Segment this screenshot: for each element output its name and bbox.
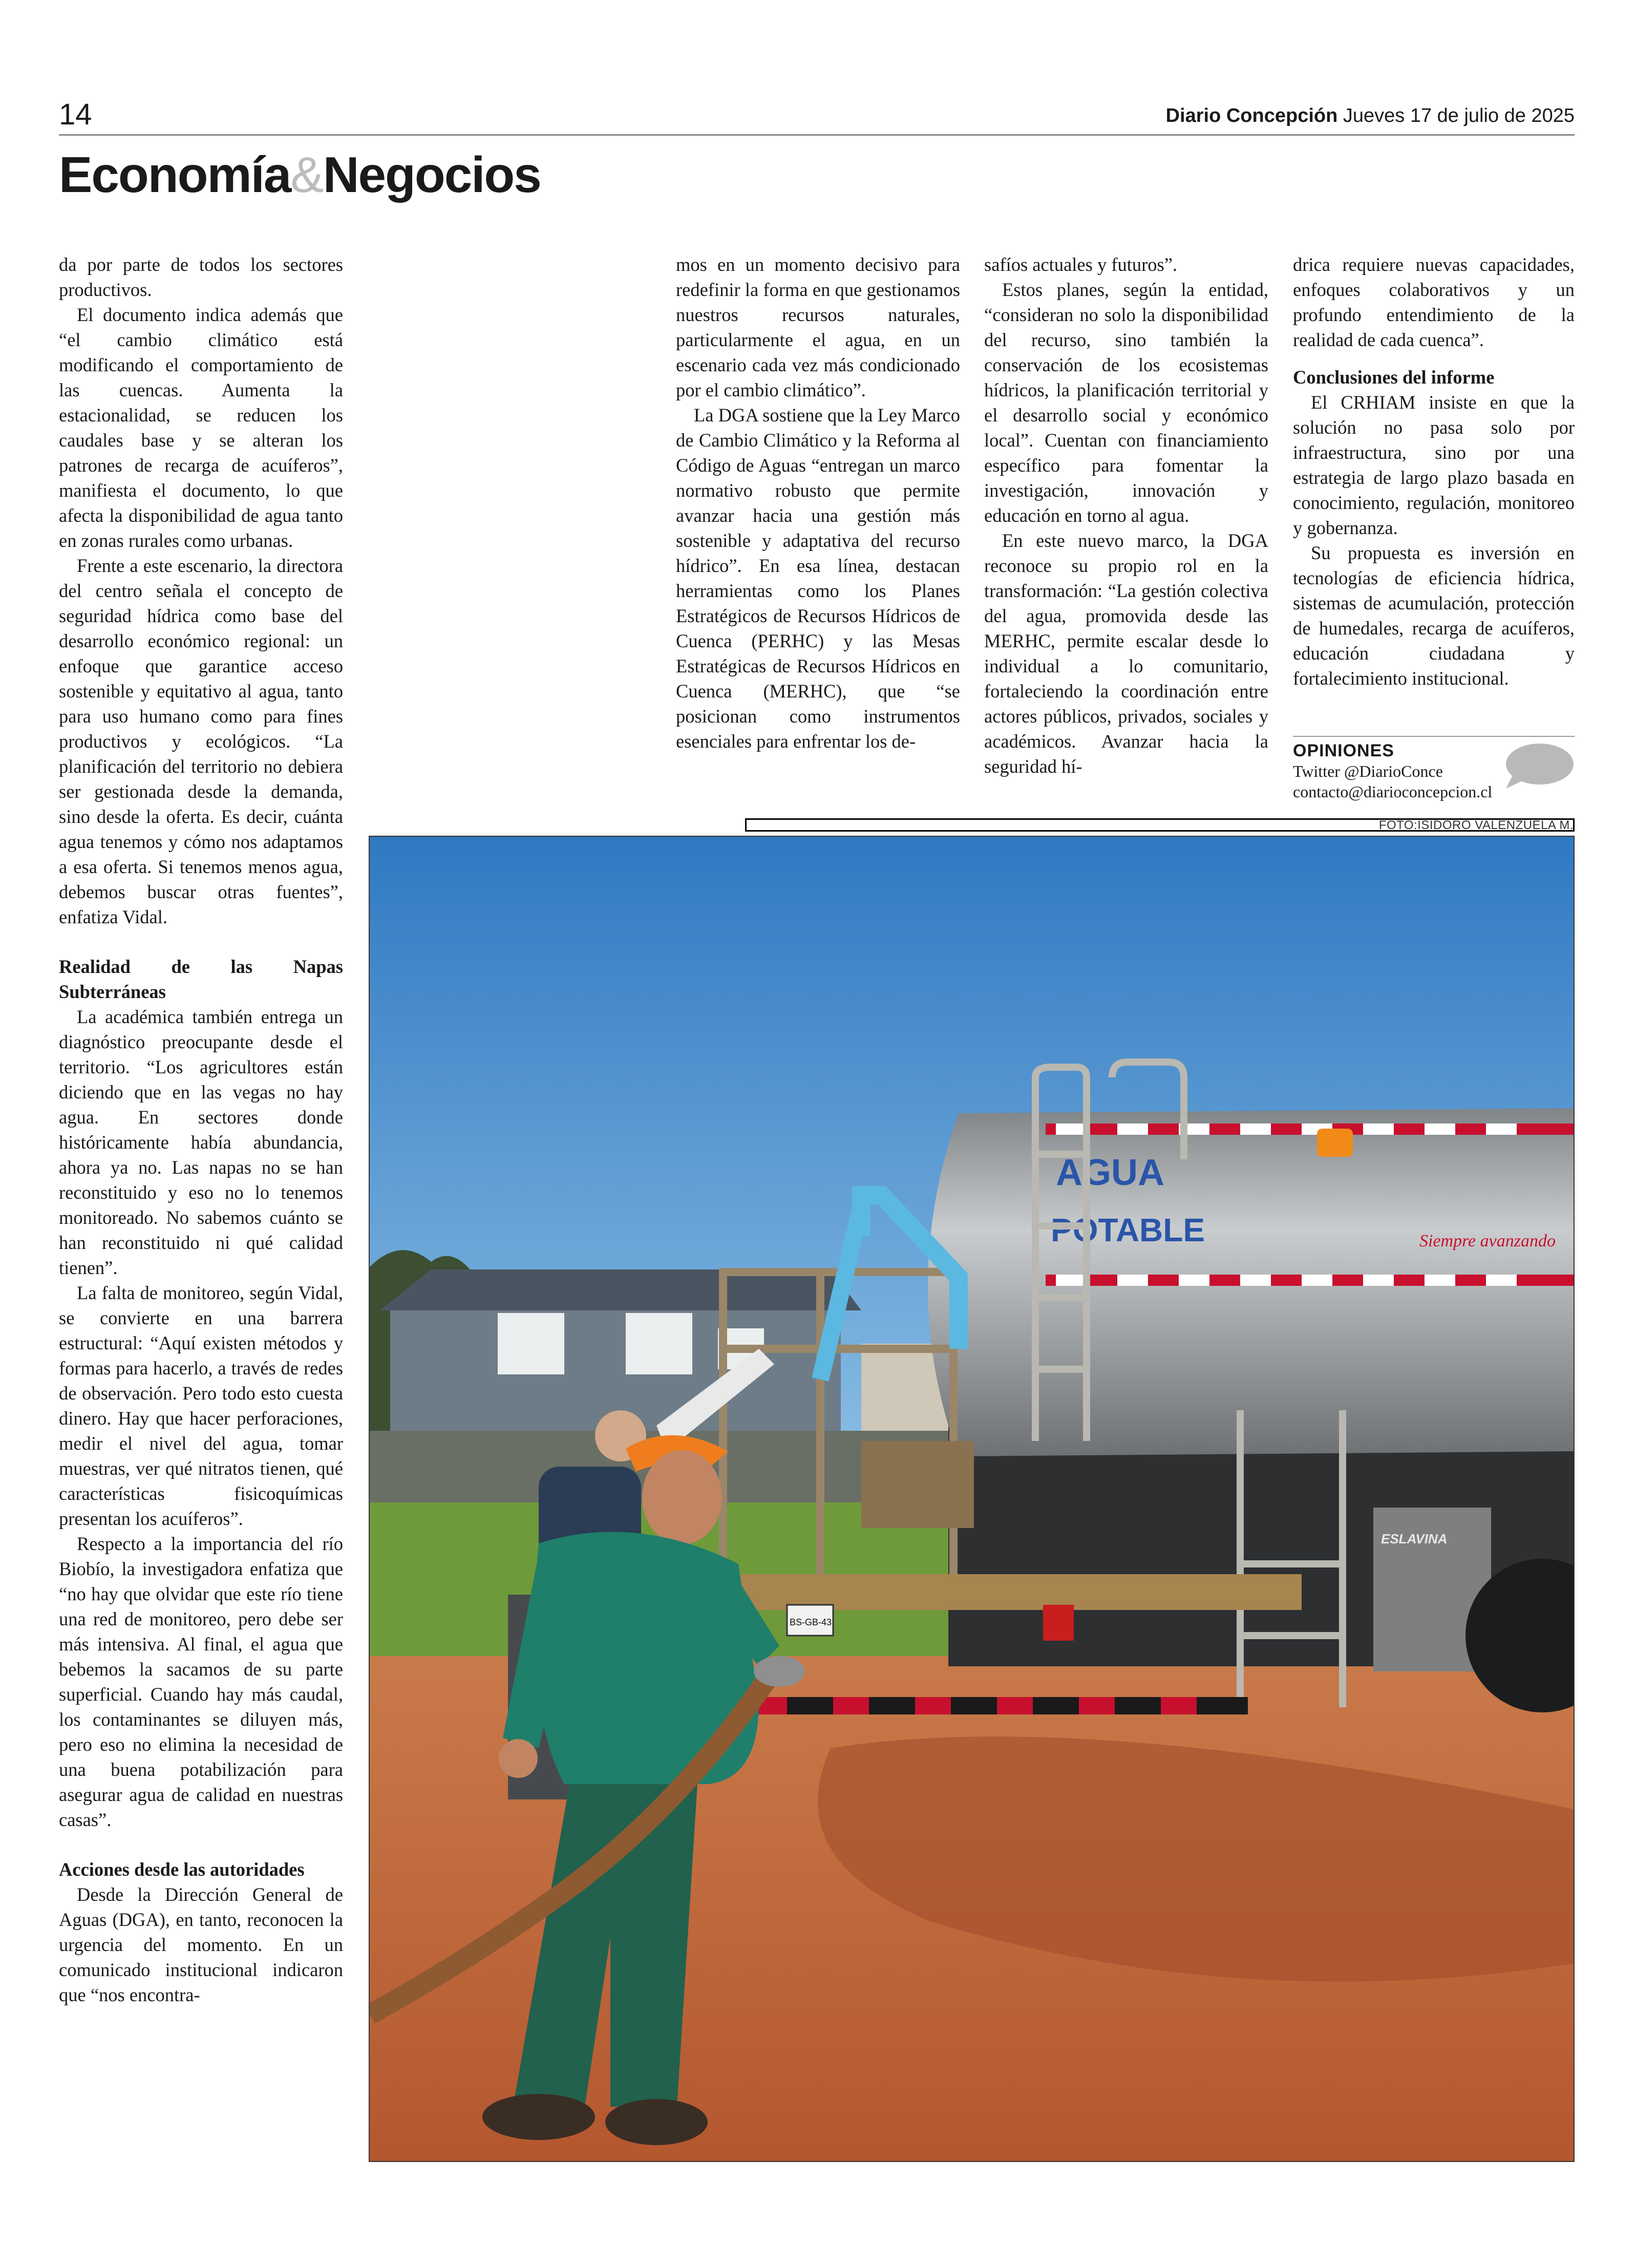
header-rule <box>59 134 1575 136</box>
section-title-ampersand: & <box>290 146 323 203</box>
paragraph: safíos actuales y futuros”. <box>984 254 1178 275</box>
opinions-title: OPINIONES <box>1293 741 1394 760</box>
section-title-part2: Negocios <box>323 146 541 203</box>
page-number: 14 <box>59 98 92 131</box>
tank-label-agua: AGUA <box>1056 1152 1164 1193</box>
subheading: Conclusiones del informe <box>1293 367 1495 388</box>
opinions-twitter[interactable]: Twitter @DiarioConce <box>1293 762 1443 780</box>
photo-credit: FOTO:ISIDORO VALENZUELA M. <box>1378 818 1574 832</box>
masthead <box>1166 105 1575 127</box>
paragraph: La falta de monitoreo, según Vidal, se convierte en una barrera estructural: “Aquí existen métodos y formas para hacerlo, a través de redes de observación. Pero todo esto cuesta dinero. Hay que hacer perforaciones, medir el nivel del agua, tomar muestras, ver qué nitratos tienen, qué características fisicoquímicas presentan los acuíferos”. <box>59 1282 343 1529</box>
tail-light <box>1043 1605 1074 1641</box>
paragraph: Desde la Dirección General de Aguas (DGA), en tanto, reconocen la urgencia del momento. En un comunicado institucional indicaron que “nos encontra- <box>59 1884 343 2005</box>
article-photo <box>369 836 1575 2162</box>
article-column-4 <box>1293 252 1575 691</box>
paragraph: La DGA sostiene que la Ley Marco de Cambio Climático y la Reforma al Código de Aguas “entregan un marco normativo robusto que permite avanzar hacia una gestión más sostenible y adaptativa del recurso hídrico”. En esa línea, destacan herramientas como los Planes Estratégicos de Recursos Hídricos de Cuenca (PERHC) y las Mesas Estratégicas de Recursos Hídricos en Cuenca (MERHC), que “se posicionan como instrumentos esenciales para enfrentar los de- <box>676 405 960 752</box>
article-column-1 <box>59 252 343 2007</box>
tank-slogan: Siempre avanzando <box>1419 1232 1556 1250</box>
paragraph: da por parte de todos los sectores productivos. <box>59 254 343 300</box>
valve-assembly <box>861 1441 974 1528</box>
paragraph: Estos planes, según la entidad, “consideran no solo la disponibilidad del recurso, sino también la conservación de los ecosistemas hídricos, la planificación territorial y el desarrollo social y económico local”. Cuentan con financiamiento específico para fomentar la investigación, innovación y educación en torno al agua. <box>984 279 1268 526</box>
article-column-3 <box>984 252 1268 779</box>
paragraph: Su propuesta es inversión en tecnologías de eficiencia hídrica, sistemas de acumulación, protección de humedales, recarga de acuíferos, educación ciudadana y fortalecimiento institucional. <box>1293 542 1575 689</box>
subheading: Realidad de las Napas Subterráneas <box>59 956 343 1002</box>
paragraph: La académica también entrega un diagnóstico preocupante desde el territorio. “Los agricultores están diciendo que en las vegas no hay agua. En sectores donde históricamente había abundancia, ahora ya no. Las napas no se han reconstituido y eso no lo tenemos monitoreado. No sabemos cuánto se han reconstituido ni qué calidad tienen”. <box>59 1006 343 1278</box>
license-plate-text: BS-GB-43 <box>790 1617 832 1627</box>
mudflap-brand: ESLAVINA <box>1381 1531 1448 1546</box>
article-column-2 <box>676 252 960 754</box>
opinions-email[interactable]: contacto@diarioconcepcion.cl <box>1293 782 1493 801</box>
warning-beacon <box>1317 1129 1353 1157</box>
paragraph: El documento indica además que “el cambio climático está modificando el comportamiento de las cuencas. Aumenta la estacionalidad, se reducen los caudales base y se alteran los patrones de recarga de acuíferos”, manifiesta el documento, lo que afecta la disponibilidad de agua tanto en zonas rurales como urbanas. <box>59 304 343 551</box>
subheading: Acciones desde las autoridades <box>59 1859 305 1880</box>
water-truck-photo <box>370 837 1575 2162</box>
speech-bubble-icon <box>1503 743 1575 790</box>
paragraph: En este nuevo marco, la DGA reconoce su propio rol en la transformación: “La gestión colectiva del agua, promovida desde las MERHC, permite escalar desde lo individual a lo comunitario, fortaleciendo la coordinación entre actores públicos, privados, sociales y académicos. Avanzar hacia la seguridad hí- <box>984 530 1268 777</box>
opinions-rule <box>1293 736 1575 737</box>
section-title-part1: Economía <box>59 146 291 203</box>
tank-label-potable: POTABLE <box>1051 1212 1205 1248</box>
paper-name: Diario Concepción <box>1165 105 1338 126</box>
paragraph: El CRHIAM insiste en que la solución no pasa solo por infraestructura, sino por una estrategia de largo plazo basada en conocimiento, regulación, monitoreo y gobernanza. <box>1293 392 1575 538</box>
paragraph: mos en un momento decisivo para redefinir la forma en que gestionamos nuestros recursos naturales, particularmente el agua, en un escenario cada vez más condicionado por el cambio climático”. <box>676 254 960 400</box>
paragraph: drica requiere nuevas capacidades, enfoques colaborativos y un profundo entendimiento de la realidad de cada cuenca”. <box>1293 254 1575 350</box>
section-title <box>59 146 541 204</box>
paragraph: Respecto a la importancia del río Biobío, la investigadora enfatiza que “no hay que olvidar que este río tiene una red de monitoreo, pero debe ser más intensiva. Al final, el agua que bebemos la sacamos de su parte superficial. Cuando hay más caudal, los contaminantes se diluyen más, pero eso no elimina la necesidad de una buena potabilización para asegurar agua de calidad en nuestras casas”. <box>59 1533 343 1830</box>
issue-date: Jueves 17 de julio de 2025 <box>1343 105 1575 126</box>
paragraph: Frente a este escenario, la directora del centro señala el concepto de seguridad hídrica como base del desarrollo económico regional: un enfoque que garantice acceso sostenible y equitativo al agua, tanto para uso humano como para fines productivos y ecológicos. “La planificación del territorio no debiera ser gestionada desde la demanda, sino desde la oferta. Es decir, cuánta agua tenemos y cómo nos adaptamos a esa oferta. Si tenemos menos agua, debemos buscar otras fuentes”, enfatiza Vidal. <box>59 555 343 927</box>
